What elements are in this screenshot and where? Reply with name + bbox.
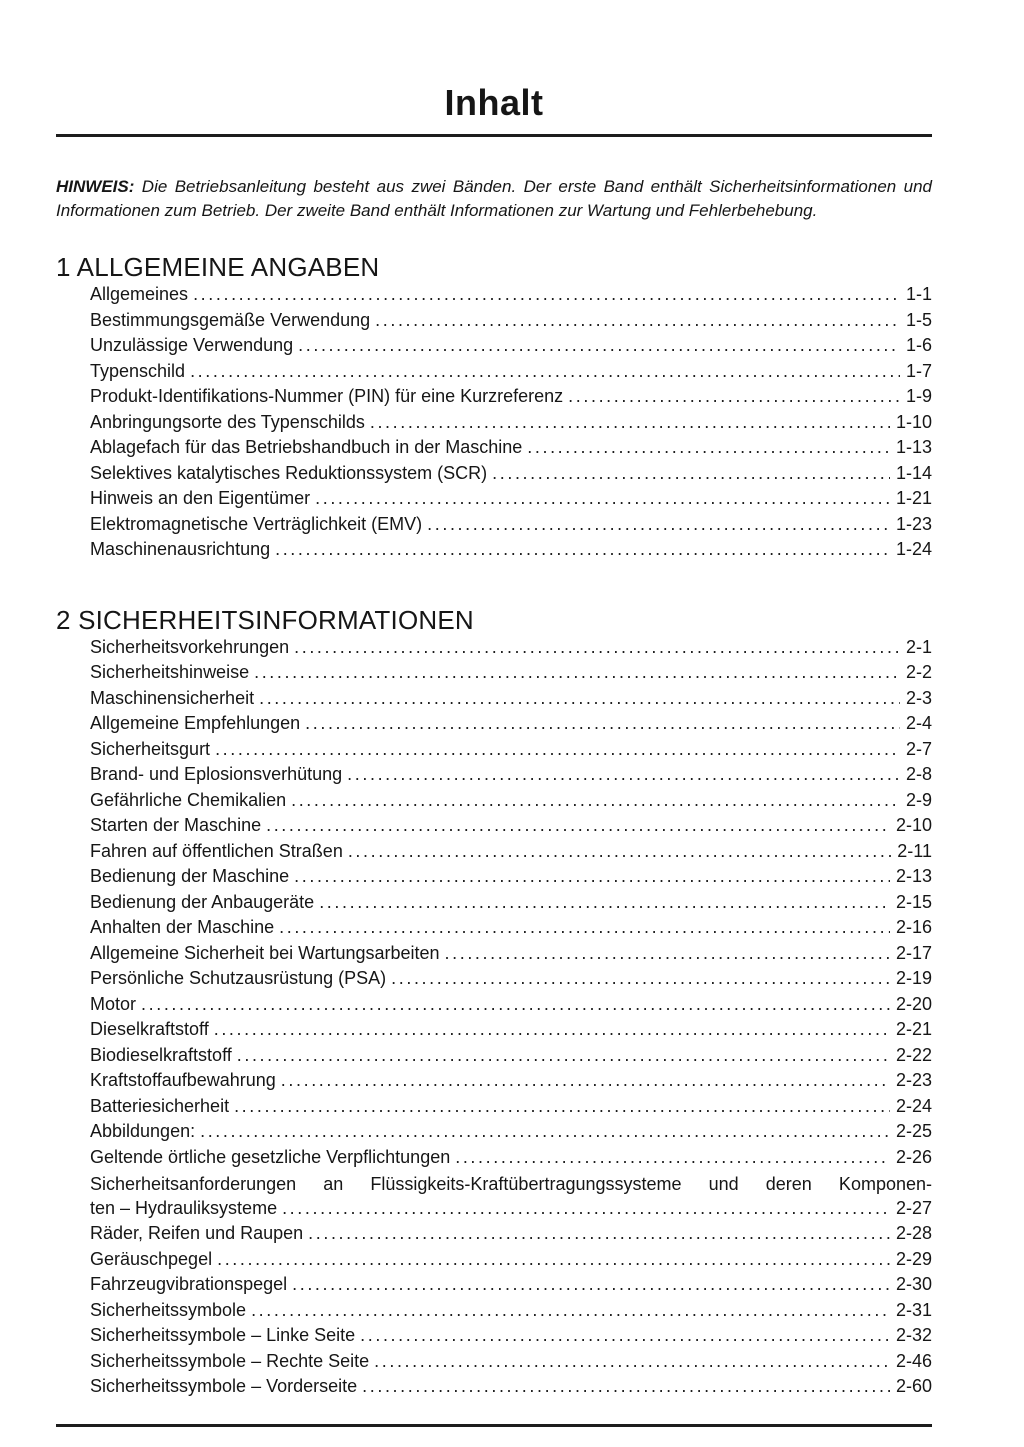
dot-leader: [347, 764, 900, 785]
page-number: 2-21: [895, 1019, 932, 1039]
toc-entry: [56, 943, 932, 969]
dot-leader: [362, 1376, 890, 1397]
toc-entry-label: Anhalten der Maschine: [90, 917, 275, 937]
page-number: 1-6: [905, 335, 932, 355]
toc-entry-label: Maschinensicherheit: [90, 687, 255, 708]
page-title: Inhalt: [444, 82, 544, 123]
dot-leader: [427, 514, 890, 535]
toc-entry-label: Dieselkraftstoff: [90, 1019, 209, 1039]
toc-entry: [56, 1019, 932, 1045]
toc-section: [56, 605, 932, 1402]
toc-entry: [56, 713, 932, 739]
toc-entry-label: Bestimmungsgemäße Verwendung: [90, 309, 371, 330]
toc-entry-label: Geltende örtliche gesetzliche Verpflichtungen: [90, 1146, 451, 1167]
toc-entry: [56, 539, 932, 565]
toc-entry: [56, 688, 932, 714]
page-number: 2-32: [895, 1325, 932, 1345]
dot-leader: [308, 1223, 890, 1244]
page-number: 1-23: [895, 513, 932, 534]
toc-entry: [56, 968, 932, 994]
toc-entry-label: Typenschild: [90, 360, 186, 381]
toc-entry: [56, 1070, 932, 1096]
page-number: 2-28: [895, 1223, 932, 1243]
dot-leader: [315, 488, 890, 509]
page-number: 2-23: [895, 1070, 932, 1090]
dot-leader: [282, 1198, 890, 1219]
page-number: 2-29: [895, 1248, 932, 1269]
toc-entry: [56, 815, 932, 841]
page-number: 1-1: [905, 284, 932, 304]
toc-entry-label: Selektives katalytisches Reduktionssystem (SCR): [90, 462, 488, 483]
note-line-2: Informationen zum Betrieb. Der zweite Band enthält Informationen zur Wartung und Fehlerbehebung.: [56, 200, 818, 220]
note-paragraph: [56, 175, 932, 222]
toc-entry: [56, 764, 932, 790]
page-number: 2-10: [895, 815, 932, 835]
toc-entry-label: Maschinenausrichtung: [90, 539, 271, 559]
toc-entry: [56, 917, 932, 943]
page-number: 1-5: [905, 309, 932, 330]
page-number: 2-20: [895, 993, 932, 1014]
toc-entry: [56, 1045, 932, 1071]
toc-entry: [56, 1249, 932, 1275]
toc-entry: [56, 866, 932, 892]
page-number: 1-10: [895, 411, 932, 432]
toc-entry-label: Sicherheitssymbole – Vorderseite: [90, 1376, 358, 1396]
toc-entry: [56, 841, 932, 867]
toc-entry-label: Persönliche Schutzausrüstung (PSA): [90, 968, 387, 988]
note-text-1: Die Betriebsanleitung besteht aus zwei Bänden. Der erste Band enthält Sicherheitsinformationen und: [141, 177, 932, 196]
toc-entry-label: Ablagefach für das Betriebshandbuch in der Maschine: [90, 437, 523, 457]
toc-entry-label: Fahren auf öffentlichen Straßen: [90, 840, 343, 861]
dot-leader: [292, 1274, 890, 1295]
dot-leader: [375, 310, 900, 331]
page-number: 2-60: [895, 1376, 932, 1396]
dot-leader: [294, 637, 900, 658]
toc-entry-label: Starten der Maschine: [90, 815, 262, 835]
toc-page: [56, 0, 932, 1427]
dot-leader: [348, 841, 891, 862]
toc-entry-label: Bedienung der Anbaugeräte: [90, 891, 315, 912]
dot-leader: [305, 713, 900, 734]
dot-leader: [568, 386, 900, 407]
dot-leader: [251, 1300, 890, 1321]
dot-leader: [281, 1070, 890, 1091]
toc-entry-label: Hinweis an den Eigentümer: [90, 488, 311, 508]
page-number: 2-24: [895, 1095, 932, 1116]
dot-leader: [527, 437, 890, 458]
top-rule: [56, 134, 932, 137]
page-number: 2-25: [895, 1121, 932, 1141]
toc-entry-label: Allgemeine Empfehlungen: [90, 713, 301, 733]
page-number: 1-21: [895, 488, 932, 508]
page-number: 2-16: [895, 917, 932, 937]
toc-entry-label: Sicherheitsgurt: [90, 738, 211, 759]
dot-leader: [275, 539, 890, 560]
page-number: 2-11: [897, 840, 932, 861]
page-number: 1-9: [905, 386, 932, 406]
toc-entry-label: Abbildungen:: [90, 1121, 196, 1141]
dot-leader: [294, 866, 890, 887]
page-number: 2-26: [895, 1146, 932, 1167]
toc-entry-label: Unzulässige Verwendung: [90, 335, 294, 355]
toc-entry: [56, 1325, 932, 1351]
dot-leader: [455, 1147, 890, 1168]
note-label: HINWEIS:: [56, 177, 135, 196]
dot-leader: [374, 1351, 890, 1372]
toc-entry-label: Räder, Reifen und Raupen: [90, 1223, 304, 1243]
page-number: 1-7: [905, 360, 932, 381]
toc-entry-label: Allgemeines: [90, 284, 189, 304]
dot-leader: [215, 739, 900, 760]
toc-entry: [56, 463, 932, 489]
dot-leader: [141, 994, 890, 1015]
page-number: 2-4: [905, 713, 932, 733]
toc-entry-label: Biodieselkraftstoff: [90, 1044, 232, 1065]
page-number: 2-1: [905, 636, 932, 657]
dot-leader: [254, 662, 900, 683]
dot-leader: [214, 1019, 890, 1040]
page-number: 2-46: [895, 1350, 932, 1371]
toc-entry-label: ten – Hydrauliksysteme: [90, 1197, 278, 1218]
page-number: 2-22: [895, 1044, 932, 1065]
toc-entry: [56, 739, 932, 765]
toc-entry: [56, 994, 932, 1020]
dot-leader: [217, 1249, 890, 1270]
dot-leader: [319, 892, 890, 913]
dot-leader: [370, 412, 890, 433]
dot-leader: [445, 943, 890, 964]
page-number: 1-13: [895, 437, 932, 457]
toc-entry: [56, 361, 932, 387]
page-number: 2-7: [905, 738, 932, 759]
toc-entries: [56, 284, 932, 565]
toc-entry-label: Motor: [90, 993, 137, 1014]
toc-entry-label: Anbringungsorte des Typenschilds: [90, 411, 365, 432]
toc-entry-label: Sicherheitshinweise: [90, 662, 250, 682]
toc-entry: [56, 488, 932, 514]
toc-entry-label: Gefährliche Chemikalien: [90, 789, 287, 810]
toc-entry: [56, 637, 932, 663]
page-number: 2-17: [895, 942, 932, 963]
dot-leader: [259, 688, 900, 709]
dot-leader: [391, 968, 890, 989]
dot-leader: [266, 815, 890, 836]
page-number: 2-30: [895, 1274, 932, 1294]
page-number: 2-15: [895, 891, 932, 912]
toc-entry: [56, 790, 932, 816]
toc-entry-label: Kraftstoffaufbewahrung: [90, 1070, 276, 1090]
page-number: 2-3: [905, 687, 932, 708]
toc-entry: [56, 1274, 932, 1300]
section-heading: 1 ALLGEMEINE ANGABEN: [56, 252, 380, 282]
dot-leader: [492, 463, 890, 484]
page-number: 2-13: [895, 866, 932, 886]
toc-entry: [56, 1096, 932, 1122]
toc-entry: [56, 1223, 932, 1249]
toc-entries: [56, 637, 932, 1402]
toc-entry: [56, 412, 932, 438]
page-number: 2-8: [905, 764, 932, 784]
toc-entry-label: Produkt-Identifikations-Nummer (PIN) für eine Kurzreferenz: [90, 386, 564, 406]
toc-entry-label: Bedienung der Maschine: [90, 866, 290, 886]
toc-entry-wrapped-line: Sicherheitsanforderungen an Flüssigkeits-Kraftübertragungssysteme und deren Komponen-: [90, 1174, 932, 1194]
toc-sections: [56, 252, 932, 1402]
toc-entry: [56, 1121, 932, 1147]
note-line-1: [56, 175, 932, 199]
toc-entry: [56, 284, 932, 310]
section-heading: 2 SICHERHEITSINFORMATIONEN: [56, 604, 474, 635]
toc-entry: [56, 1300, 932, 1326]
toc-entry-label: Sicherheitssymbole – Linke Seite: [90, 1325, 356, 1345]
dot-leader: [193, 284, 900, 305]
page-number: 2-2: [905, 662, 932, 682]
dot-leader: [234, 1096, 890, 1117]
toc-entry: [56, 1198, 932, 1224]
toc-entry: [56, 386, 932, 412]
page-number: 1-24: [895, 539, 932, 559]
toc-entry-label: Geräuschpegel: [90, 1248, 213, 1269]
toc-entry-label: Allgemeine Sicherheit bei Wartungsarbeiten: [90, 942, 440, 963]
toc-entry: [56, 892, 932, 918]
toc-entry-label: Batteriesicherheit: [90, 1095, 230, 1116]
dot-leader: [298, 335, 900, 356]
dot-leader: [190, 361, 900, 382]
toc-entry: [56, 1351, 932, 1377]
toc-section: [56, 252, 932, 565]
toc-entry: [56, 335, 932, 361]
toc-entry: [56, 662, 932, 688]
page-number: 2-31: [895, 1299, 932, 1320]
dot-leader: [279, 917, 890, 938]
page-number: 1-14: [895, 462, 932, 483]
page-number: 2-27: [895, 1197, 932, 1218]
toc-entry: [56, 1376, 932, 1402]
toc-entry: [56, 437, 932, 463]
toc-entry: [56, 310, 932, 336]
toc-entry-label: Elektromagnetische Verträglichkeit (EMV): [90, 513, 423, 534]
dot-leader: [291, 790, 900, 811]
dot-leader: [237, 1045, 890, 1066]
toc-entry-label: Sicherheitssymbole – Rechte Seite: [90, 1350, 370, 1371]
page-number: 2-9: [905, 789, 932, 810]
bottom-rule: [56, 1424, 932, 1427]
toc-entry-label: Brand- und Eplosionsverhütung: [90, 764, 343, 784]
toc-entry-label: Sicherheitsvorkehrungen: [90, 636, 290, 657]
toc-entry-label: Sicherheitssymbole: [90, 1299, 247, 1320]
toc-entry-label: Fahrzeugvibrationspegel: [90, 1274, 288, 1294]
dot-leader: [360, 1325, 890, 1346]
toc-entry: [56, 1147, 932, 1173]
toc-entry: [56, 514, 932, 540]
dot-leader: [200, 1121, 890, 1142]
page-number: 2-19: [895, 968, 932, 988]
